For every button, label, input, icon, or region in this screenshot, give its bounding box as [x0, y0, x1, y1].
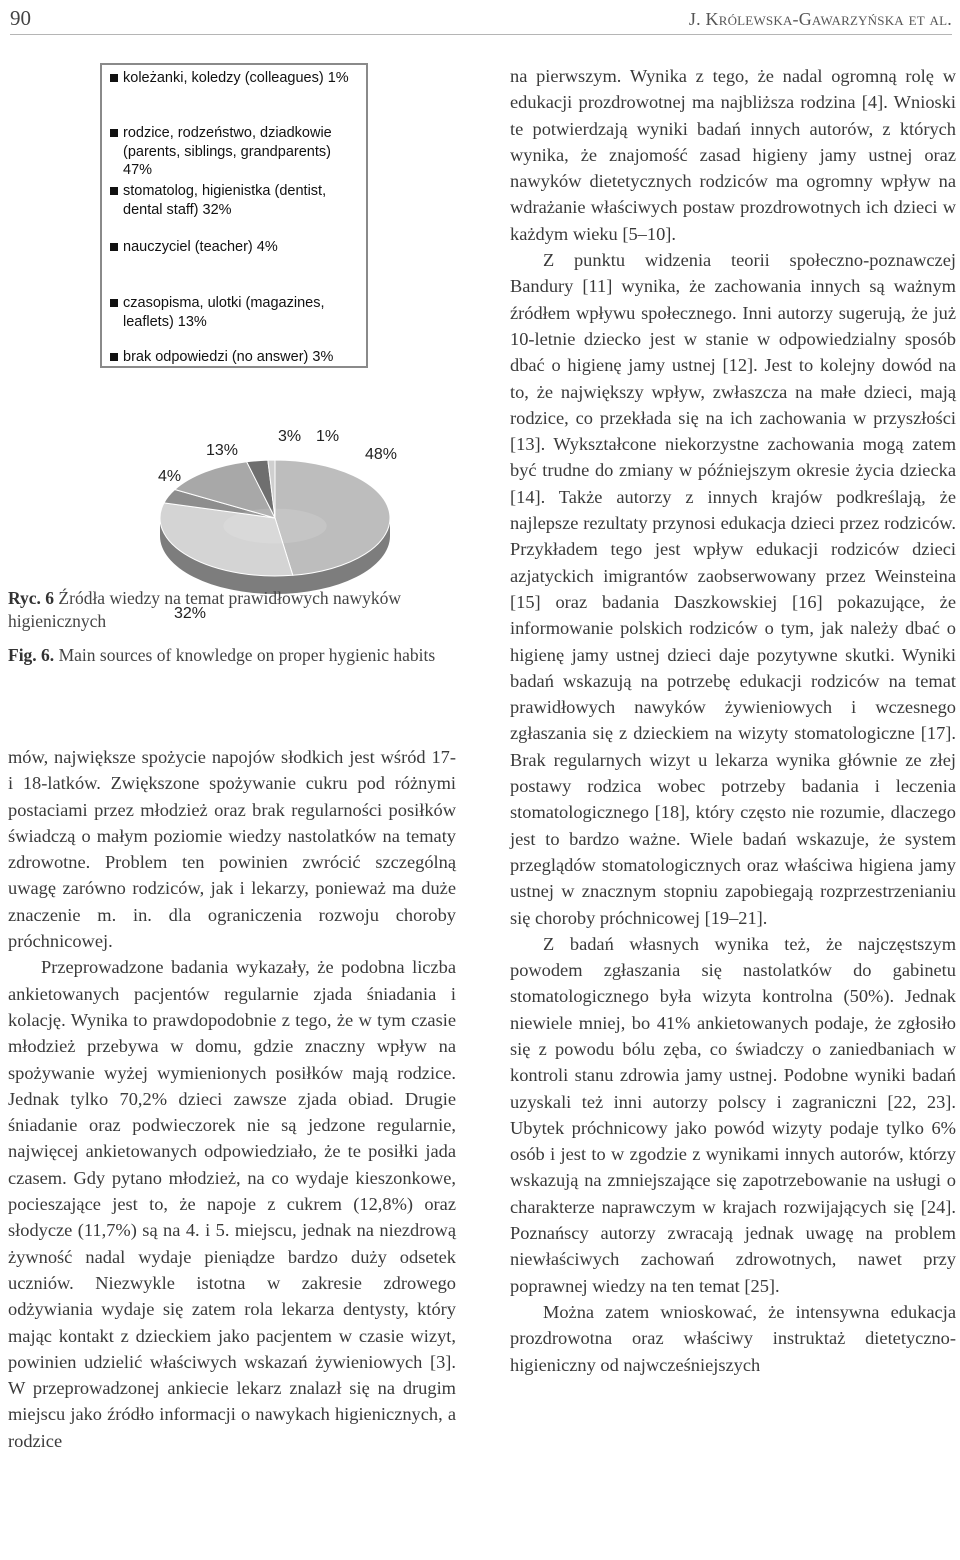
- legend-swatch: [110, 299, 118, 307]
- legend-item-parents: [110, 124, 360, 180]
- legend-swatch: [110, 129, 118, 137]
- pie-highlight: [223, 509, 327, 544]
- page-header: [10, 0, 952, 35]
- caption-en-label: Fig. 6.: [8, 645, 55, 665]
- paragraph: Z badań własnych wynika też, że najczęstszym powodem zgłaszania się nastolatków do gabinetu stomatologicznego była wizyta kontrolna (50%). Jednak niewiele mniej, bo 41% ankietowanych podaje, że zgłosiło się z powodu bólu zęba, co świadczy o zaniedbaniach w kontroli stanu zdrowia jamy ustnej. Podobne wyniki badań uzyskali też inni autorzy polscy i zagraniczni [22, 23]. Ubytek próchnicowy jako powód wizyty podaje tylko 6% osób i jest to w zgodzie z wynikami innych autorów, którzy wskazują na zmniejszające się zapotrzebowanie na usługi o charakterze naprawczym w krajach rozwijających się [24]. Poznańscy autorzy zwracają jednak uwagę na problem niewłaściwych zachowań zdrowotnych, nawet przy poprawnej wiedzy na ten temat [25].: [510, 933, 956, 1296]
- legend-item-no-answer: [110, 348, 360, 367]
- legend-item-teacher: [110, 238, 360, 257]
- paragraph: na pierwszym. Wynika z tego, że nadal ogromną rolę w edukacji prozdrowotnej ma najbliższa rodzina [4]. Wnioski te potwierdzają wyniki badań innych autorów, z których wynika, że znajomość zasad higieny jamy ustnej oraz nawyków dietetycznych rodziców ma ogromny wpływ na wdrażanie właściwych postaw prozdrowotnych ich dzieci w każdym wieku [5–10].: [510, 66, 956, 244]
- legend-label: nauczyciel (teacher) 4%: [123, 239, 278, 255]
- legend-swatch: [110, 187, 118, 195]
- legend-swatch: [110, 353, 118, 361]
- paragraph: Można zatem wnioskować, że intensywna edukacja prozdrowotna oraz właściwy instruktaż dietetyczno-higieniczny od najwcześniejszych: [510, 1301, 956, 1375]
- chart-legend: [100, 63, 368, 368]
- paragraph: Z punktu widzenia teorii społeczno-poznawczej Bandury [11] wynika, że zachowania innych są ważnym źródłem wpływu społecznego. Inni autorzy sugerują, że już 10-letnie dziecko jest w stanie w odpowiedzialny sposób dbać o higienę jamy ustnej [12]. Jest to kolejny dowód na to, że największy wpływ, zwłaszcza na małe dzieci, mają rodzice, co przekłada się na ich zachowania w przyszłości [13]. Wykształcone niekorzystne zachowania mogą zatem być trudne do zmiany w późniejszym okresie życia dziecka [14]. Także autorzy z innych krajów podkreślają, że najlepsze rezultaty przynosi edukacja dzieci przez rodziców. Przykładem tego jest wpływ edukacji rodziców dzieci azjatyckich imigrantów zaobserwowany przez Weinsteina [15] oraz badania Daszkowskiej [16] pokazujące, że informowanie polskich rodziców o tym, jak należy dbać o higienę jamy ustnej dzieci daje pozytywne skutki. Wyniki badań wskazują na potrzebę edukacji rodziców na temat prawidłowych nawyków żywieniowych i wczesnego zgłaszania się z dzieckiem na wizyty stomatologiczne [17]. Brak regularnych wizyt u lekarza wynika głównie ze złej postawy rodzica wobec potrzeby badania i leczenia stomatologicznego [18], który często nie rozumie, dlaczego jest to bardzo ważne. Wiele badań wskazuje, że system przeglądów stomatologicznych oraz właściwa higiena jamy ustnej w znacznym stopniu zapobiegają rozprzestrzenianiu się choroby próchnicowej [19–21].: [510, 250, 956, 928]
- paragraph: mów, największe spożycie napojów słodkich jest wśród 17- i 18-latków. Zwiększone spożywanie cukru pod różnymi postaciami przez młodzież oraz brak regularności posiłków świadczą o małym poziomie wiedzy nastolatków na tematy zdrowotne. Problem ten powinien zwrócić szczególną uwagę zarówno rodziców, jak i lekarzy, ponieważ ma duże znaczenie m. in. dla ograniczenia rozwoju choroby próchnicowej.: [8, 747, 456, 952]
- legend-swatch: [110, 243, 118, 251]
- figure-caption-en: [8, 644, 478, 667]
- page-number: 90: [10, 6, 31, 30]
- caption-pl-text: Źródła wiedzy na temat prawidłowych nawyków higienicznych: [8, 588, 402, 631]
- legend-item-dentist: [110, 182, 360, 219]
- legend-label: rodzice, rodzeństwo, dziadkowie (parents, siblings, grandparents) 47%: [123, 125, 332, 178]
- pie-label-48: 48%: [365, 446, 398, 463]
- caption-pl-label: Ryc. 6: [8, 588, 55, 608]
- legend-label: stomatolog, higienistka (dentist, dental staff) 32%: [123, 183, 327, 218]
- pie-label-3: 3%: [278, 428, 302, 445]
- caption-en-text: Main sources of knowledge on proper hygienic habits: [58, 645, 436, 665]
- pie-label-1: 1%: [316, 428, 340, 445]
- pie-label-13: 13%: [206, 442, 239, 459]
- legend-label: brak odpowiedzi (no answer) 3%: [123, 349, 334, 365]
- paragraph: Przeprowadzone badania wykazały, że podobna liczba ankietowanych pacjentów regularnie zjada śniadania i kolację. Wynika to prawdopodobnie z tego, że w tym czasie młodzież przebywa w domu, gdzie znaczny wpływ na spożywanie wyżej wymienionych posiłków mają rodzice. Jednak tylko 70,2% dzieci zawsze zjada obiad. Drugie śniadanie oraz podwieczorek nie są jedzone regularnie, najwięcej ankietowanych odpowiedziało, że te posiłki jada czasem. Gdy pytano młodzież, na co wydaje kieszonkowe, pocieszające jest to, że napoje z cukrem (12,8%) oraz słodycze (11,7%) są na 4. i 5. miejscu, jednak na niezdrową żywność nadal wydaje pieniądze bardzo duży odsetek uczniów. Niezwykle istotna w zakresie zdrowego odżywiania wydaje się zatem rola lekarza dentysty, który mając kontakt z dzieckiem jako pacjentem w czasie wizyt, powinien udzielić właściwych wskazań żywieniowych [3]. W przeprowadzonej ankiecie lekarz znalazł się na drugim miejscu jako źródło informacji o nawykach higienicznych, a rodzice: [8, 957, 456, 1451]
- legend-item-colleagues: [110, 69, 360, 88]
- legend-swatch: [110, 74, 118, 82]
- pie-label-32: 32%: [174, 605, 207, 622]
- pie-label-4: 4%: [158, 468, 182, 485]
- legend-label: czasopisma, ulotki (magazines, leaflets) 13%: [123, 295, 325, 330]
- running-head: J. Królewska-Gawarzyńska et al.: [688, 9, 952, 29]
- figure-caption-pl: [8, 587, 478, 633]
- right-column: [510, 63, 956, 1378]
- legend-label: koleżanki, koledzy (colleagues) 1%: [123, 70, 349, 86]
- legend-item-magazines: [110, 294, 340, 331]
- left-column: [8, 744, 456, 1454]
